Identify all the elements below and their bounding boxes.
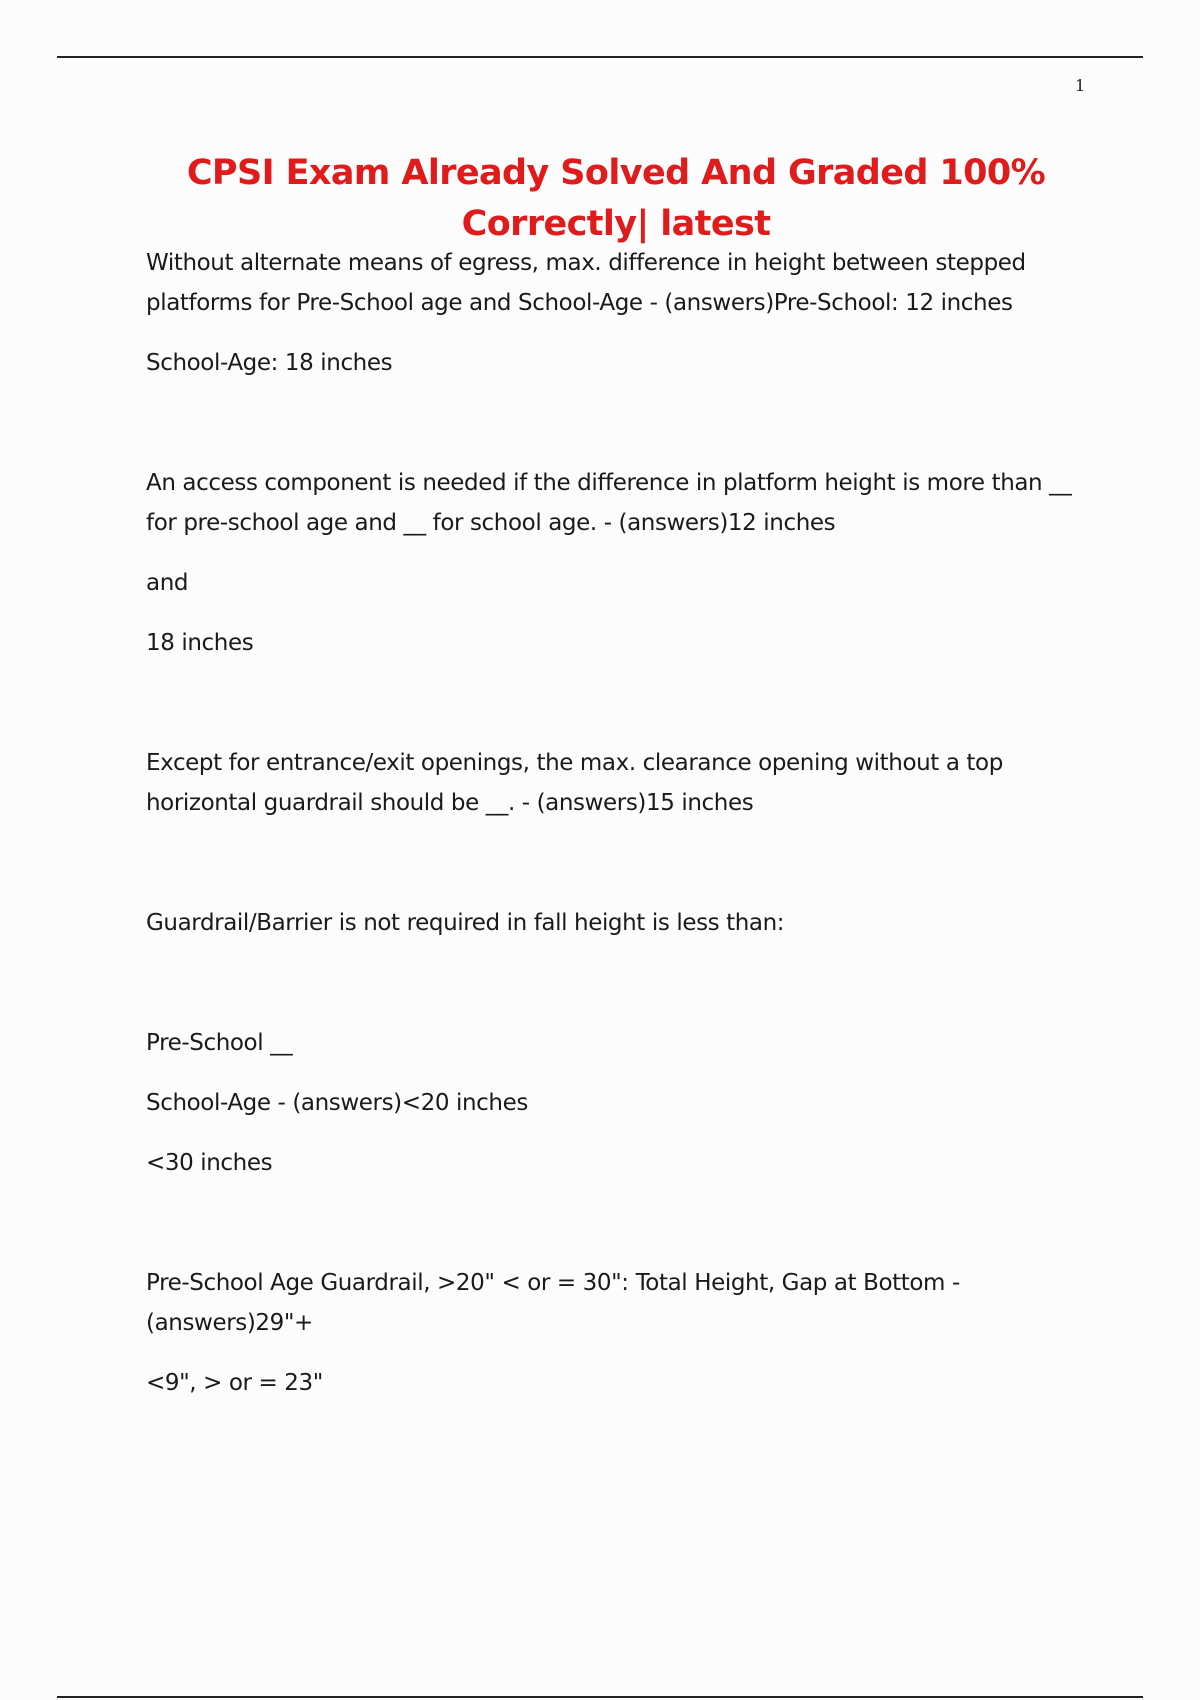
qa-block	[146, 743, 1106, 823]
page-number: 1	[1075, 76, 1086, 95]
qa-block	[146, 1263, 1106, 1403]
question-text: Without alternate means of egress, max. difference in height between stepped platforms for Pre-School age and School-Age - (answers)Pre-School: 12 inches	[146, 250, 1026, 316]
question-text: An access component is needed if the difference in platform height is more than __ for pre-school age and __ for school age. - (answers)12 inches	[146, 470, 1072, 536]
document-title: CPSI Exam Already Solved And Graded 100% Correctly| latest	[186, 153, 1046, 244]
answer-line: <9", > or = 23"	[146, 1370, 323, 1396]
footer-rule	[57, 1696, 1143, 1698]
qa-block	[146, 463, 1106, 663]
qa-block	[146, 903, 1106, 943]
answer-line: <30 inches	[146, 1150, 273, 1176]
answer-line: School-Age - (answers)<20 inches	[146, 1090, 528, 1116]
question-text: Guardrail/Barrier is not required in fall height is less than:	[146, 910, 785, 936]
question-text: Except for entrance/exit openings, the max. clearance opening without a top horizontal guardrail should be __. - (answers)15 inches	[146, 750, 1003, 816]
answer-line: and	[146, 570, 189, 596]
question-text: Pre-School __	[146, 1030, 293, 1056]
question-text: Pre-School Age Guardrail, >20" < or = 30": Total Height, Gap at Bottom - (answers)29"+	[146, 1270, 960, 1336]
qa-block	[146, 243, 1106, 383]
answer-line: 18 inches	[146, 630, 254, 656]
document-body	[146, 243, 1106, 1403]
header-rule	[57, 56, 1143, 58]
answer-line: School-Age: 18 inches	[146, 350, 393, 376]
qa-block	[146, 1023, 1106, 1183]
